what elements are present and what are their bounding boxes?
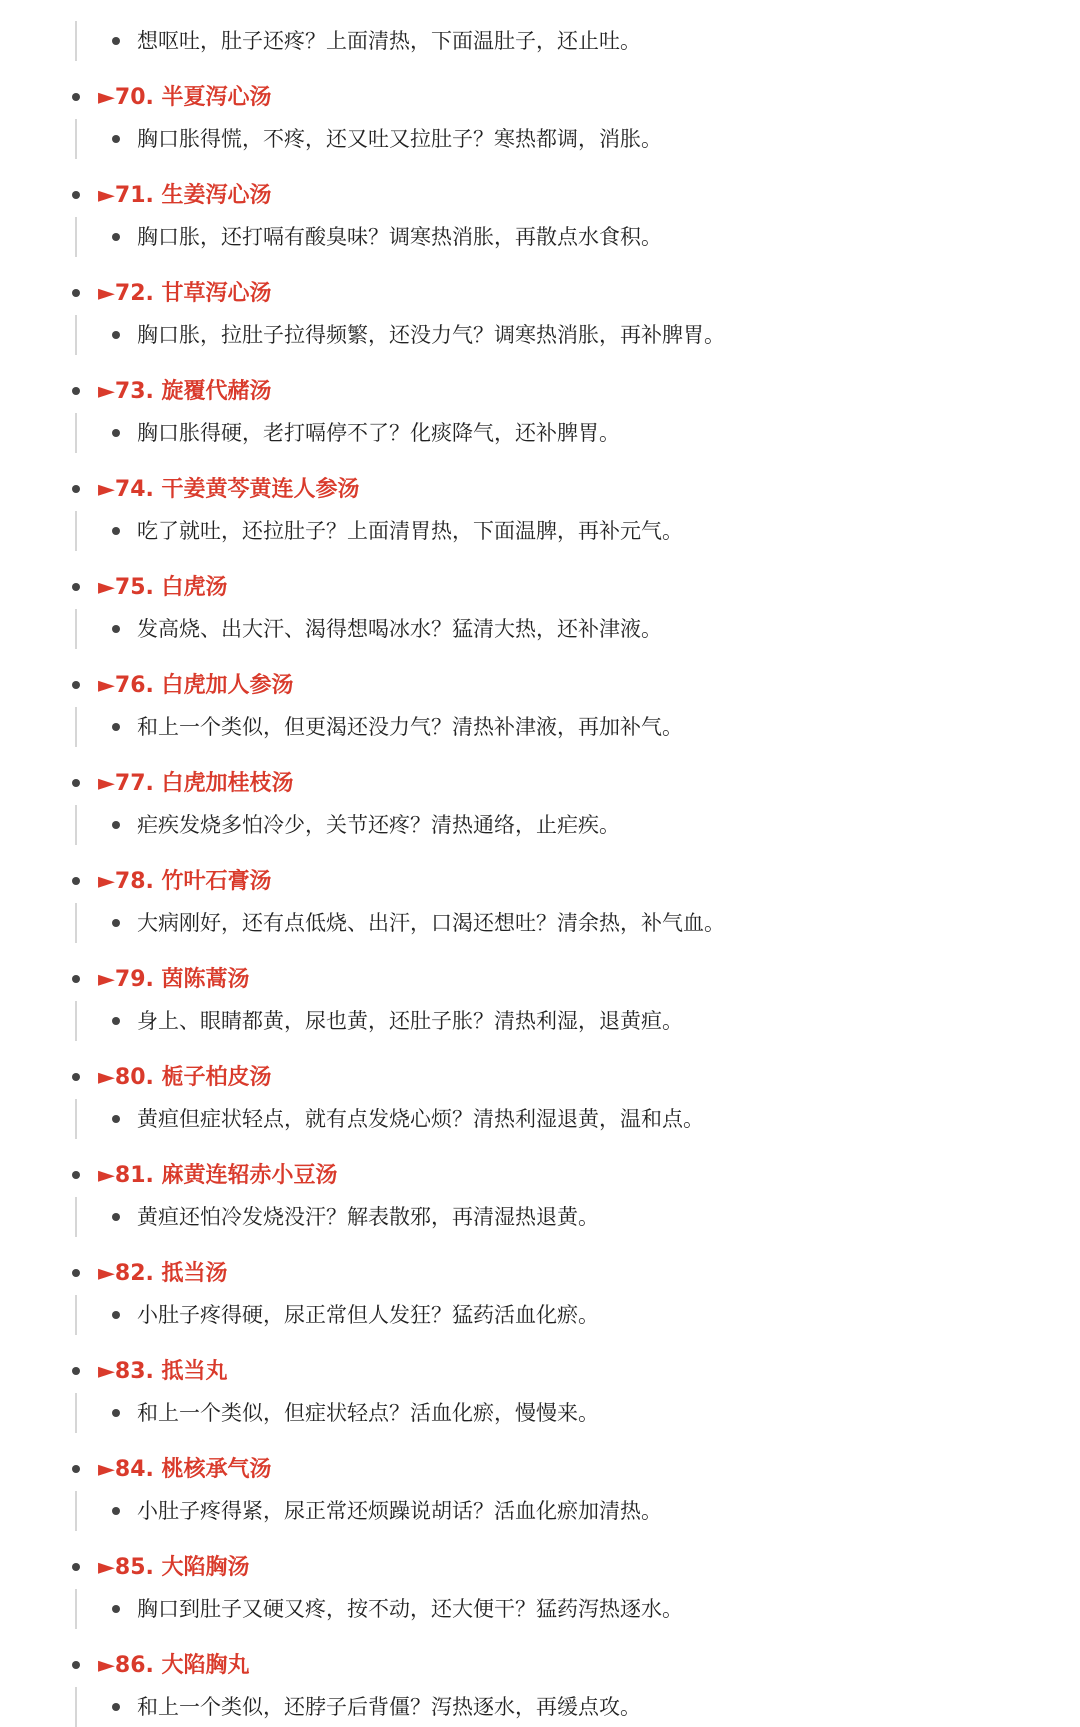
formula-title: ►76. 白虎加人参汤 bbox=[98, 673, 294, 698]
bullet-icon bbox=[72, 93, 80, 101]
formula-description: 疟疾发烧多怕冷少，关节还疼？清热通络，止疟疾。 bbox=[137, 813, 620, 837]
formula-title-row bbox=[0, 471, 1080, 511]
formula-title-row bbox=[0, 373, 1080, 413]
bullet-icon bbox=[72, 975, 80, 983]
formula-title-row bbox=[0, 765, 1080, 805]
formula-description: 胸口胀得慌，不疼，还又吐又拉肚子？寒热都调，消胀。 bbox=[137, 127, 662, 151]
bullet-icon bbox=[112, 1311, 120, 1319]
formula-description: 大病刚好，还有点低烧、出汗，口渴还想吐？清余热，补气血。 bbox=[137, 911, 725, 935]
formula-entry bbox=[0, 1157, 1080, 1237]
formula-title: ►71. 生姜泻心汤 bbox=[98, 183, 272, 208]
formula-entry bbox=[0, 1353, 1080, 1433]
formula-title-row bbox=[0, 1451, 1080, 1491]
formula-description: 和上一个类似，还脖子后背僵？泻热逐水，再缓点攻。 bbox=[137, 1695, 641, 1719]
formula-entry bbox=[0, 1549, 1080, 1629]
bullet-icon bbox=[112, 723, 120, 731]
formula-title: ►74. 干姜黄芩黄连人参汤 bbox=[98, 477, 360, 502]
formula-description-row bbox=[75, 1589, 1080, 1629]
bullet-icon bbox=[72, 289, 80, 297]
bullet-icon bbox=[112, 527, 120, 535]
bullet-icon bbox=[72, 387, 80, 395]
bullet-icon bbox=[72, 1563, 80, 1571]
formula-entry bbox=[0, 1451, 1080, 1531]
formula-entry bbox=[0, 177, 1080, 257]
formula-description: 吃了就吐，还拉肚子？上面清胃热，下面温脾，再补元气。 bbox=[137, 519, 683, 543]
formula-title: ►78. 竹叶石膏汤 bbox=[98, 869, 272, 894]
bullet-icon bbox=[112, 1605, 120, 1613]
formula-title-row bbox=[0, 1549, 1080, 1589]
formula-title-row bbox=[0, 1647, 1080, 1687]
bullet-icon bbox=[112, 1507, 120, 1515]
formula-title-row bbox=[0, 1157, 1080, 1197]
formula-description: 发高烧、出大汗、渴得想喝冰水？猛清大热，还补津液。 bbox=[137, 617, 662, 641]
formula-title: ►84. 桃核承气汤 bbox=[98, 1457, 272, 1482]
bullet-icon bbox=[72, 681, 80, 689]
bullet-icon bbox=[72, 1269, 80, 1277]
bullet-icon bbox=[72, 779, 80, 787]
intro-block bbox=[0, 21, 1080, 61]
formula-list bbox=[0, 79, 1080, 1727]
formula-title-row bbox=[0, 961, 1080, 1001]
bullet-icon bbox=[72, 1073, 80, 1081]
formula-description-row bbox=[75, 805, 1080, 845]
intro-description-row bbox=[75, 21, 1080, 61]
formula-title: ►83. 抵当丸 bbox=[98, 1359, 228, 1384]
formula-title-row bbox=[0, 863, 1080, 903]
formula-entry bbox=[0, 275, 1080, 355]
formula-description-row bbox=[75, 903, 1080, 943]
formula-title-row bbox=[0, 1255, 1080, 1295]
formula-title: ►77. 白虎加桂枝汤 bbox=[98, 771, 294, 796]
formula-entry bbox=[0, 667, 1080, 747]
bullet-icon bbox=[72, 1661, 80, 1669]
bullet-icon bbox=[112, 1115, 120, 1123]
formula-title: ►85. 大陷胸汤 bbox=[98, 1555, 250, 1580]
intro-description: 想呕吐，肚子还疼？上面清热，下面温肚子，还止吐。 bbox=[137, 29, 641, 53]
bullet-icon bbox=[72, 1171, 80, 1179]
formula-entry bbox=[0, 1255, 1080, 1335]
formula-description: 小肚子疼得紧，尿正常还烦躁说胡话？活血化瘀加清热。 bbox=[137, 1499, 662, 1523]
bullet-icon bbox=[112, 1213, 120, 1221]
formula-title-row bbox=[0, 1353, 1080, 1393]
bullet-icon bbox=[112, 37, 120, 45]
formula-entry bbox=[0, 1059, 1080, 1139]
formula-entry bbox=[0, 79, 1080, 159]
formula-description: 胸口胀，拉肚子拉得频繁，还没力气？调寒热消胀，再补脾胃。 bbox=[137, 323, 725, 347]
formula-description: 和上一个类似，但症状轻点？活血化瘀，慢慢来。 bbox=[137, 1401, 599, 1425]
formula-entry bbox=[0, 765, 1080, 845]
bullet-icon bbox=[112, 233, 120, 241]
formula-description-row bbox=[75, 1295, 1080, 1335]
formula-description: 和上一个类似，但更渴还没力气？清热补津液，再加补气。 bbox=[137, 715, 683, 739]
formula-description-row bbox=[75, 315, 1080, 355]
bullet-icon bbox=[112, 1703, 120, 1711]
formula-description-row bbox=[75, 1687, 1080, 1727]
formula-outline bbox=[0, 21, 1080, 1727]
bullet-icon bbox=[72, 877, 80, 885]
bullet-icon bbox=[112, 821, 120, 829]
bullet-icon bbox=[72, 1465, 80, 1473]
bullet-icon bbox=[112, 135, 120, 143]
formula-description-row bbox=[75, 1197, 1080, 1237]
formula-title-row bbox=[0, 569, 1080, 609]
formula-title: ►82. 抵当汤 bbox=[98, 1261, 228, 1286]
formula-title: ►73. 旋覆代赭汤 bbox=[98, 379, 272, 404]
formula-description: 胸口胀得硬，老打嗝停不了？化痰降气，还补脾胃。 bbox=[137, 421, 620, 445]
formula-description: 身上、眼睛都黄，尿也黄，还肚子胀？清热利湿，退黄疸。 bbox=[137, 1009, 683, 1033]
formula-entry bbox=[0, 961, 1080, 1041]
formula-title: ►81. 麻黄连轺赤小豆汤 bbox=[98, 1163, 338, 1188]
formula-title-row bbox=[0, 79, 1080, 119]
formula-description-row bbox=[75, 1393, 1080, 1433]
formula-title: ►72. 甘草泻心汤 bbox=[98, 281, 272, 306]
formula-entry bbox=[0, 471, 1080, 551]
formula-entry bbox=[0, 373, 1080, 453]
formula-entry bbox=[0, 863, 1080, 943]
bullet-icon bbox=[112, 625, 120, 633]
formula-description: 小肚子疼得硬，尿正常但人发狂？猛药活血化瘀。 bbox=[137, 1303, 599, 1327]
formula-entry bbox=[0, 569, 1080, 649]
bullet-icon bbox=[112, 331, 120, 339]
bullet-icon bbox=[112, 429, 120, 437]
formula-title: ►70. 半夏泻心汤 bbox=[98, 85, 272, 110]
formula-description-row bbox=[75, 1099, 1080, 1139]
formula-title-row bbox=[0, 275, 1080, 315]
formula-description: 胸口到肚子又硬又疼，按不动，还大便干？猛药泻热逐水。 bbox=[137, 1597, 683, 1621]
bullet-icon bbox=[112, 1409, 120, 1417]
bullet-icon bbox=[72, 1367, 80, 1375]
formula-description-row bbox=[75, 1001, 1080, 1041]
bullet-icon bbox=[72, 485, 80, 493]
formula-description-row bbox=[75, 609, 1080, 649]
formula-description-row bbox=[75, 707, 1080, 747]
formula-title: ►79. 茵陈蒿汤 bbox=[98, 967, 250, 992]
formula-description: 胸口胀，还打嗝有酸臭味？调寒热消胀，再散点水食积。 bbox=[137, 225, 662, 249]
formula-entry bbox=[0, 1647, 1080, 1727]
formula-title-row bbox=[0, 177, 1080, 217]
bullet-icon bbox=[112, 1017, 120, 1025]
bullet-icon bbox=[72, 583, 80, 591]
formula-title: ►80. 栀子柏皮汤 bbox=[98, 1065, 272, 1090]
formula-description-row bbox=[75, 119, 1080, 159]
formula-description-row bbox=[75, 511, 1080, 551]
formula-title-row bbox=[0, 1059, 1080, 1099]
formula-description-row bbox=[75, 1491, 1080, 1531]
formula-title: ►75. 白虎汤 bbox=[98, 575, 228, 600]
formula-description-row bbox=[75, 217, 1080, 257]
formula-description-row bbox=[75, 413, 1080, 453]
formula-description: 黄疸但症状轻点，就有点发烧心烦？清热利湿退黄，温和点。 bbox=[137, 1107, 704, 1131]
formula-description: 黄疸还怕冷发烧没汗？解表散邪，再清湿热退黄。 bbox=[137, 1205, 599, 1229]
formula-title: ►86. 大陷胸丸 bbox=[98, 1653, 250, 1678]
bullet-icon bbox=[112, 919, 120, 927]
formula-title-row bbox=[0, 667, 1080, 707]
bullet-icon bbox=[72, 191, 80, 199]
